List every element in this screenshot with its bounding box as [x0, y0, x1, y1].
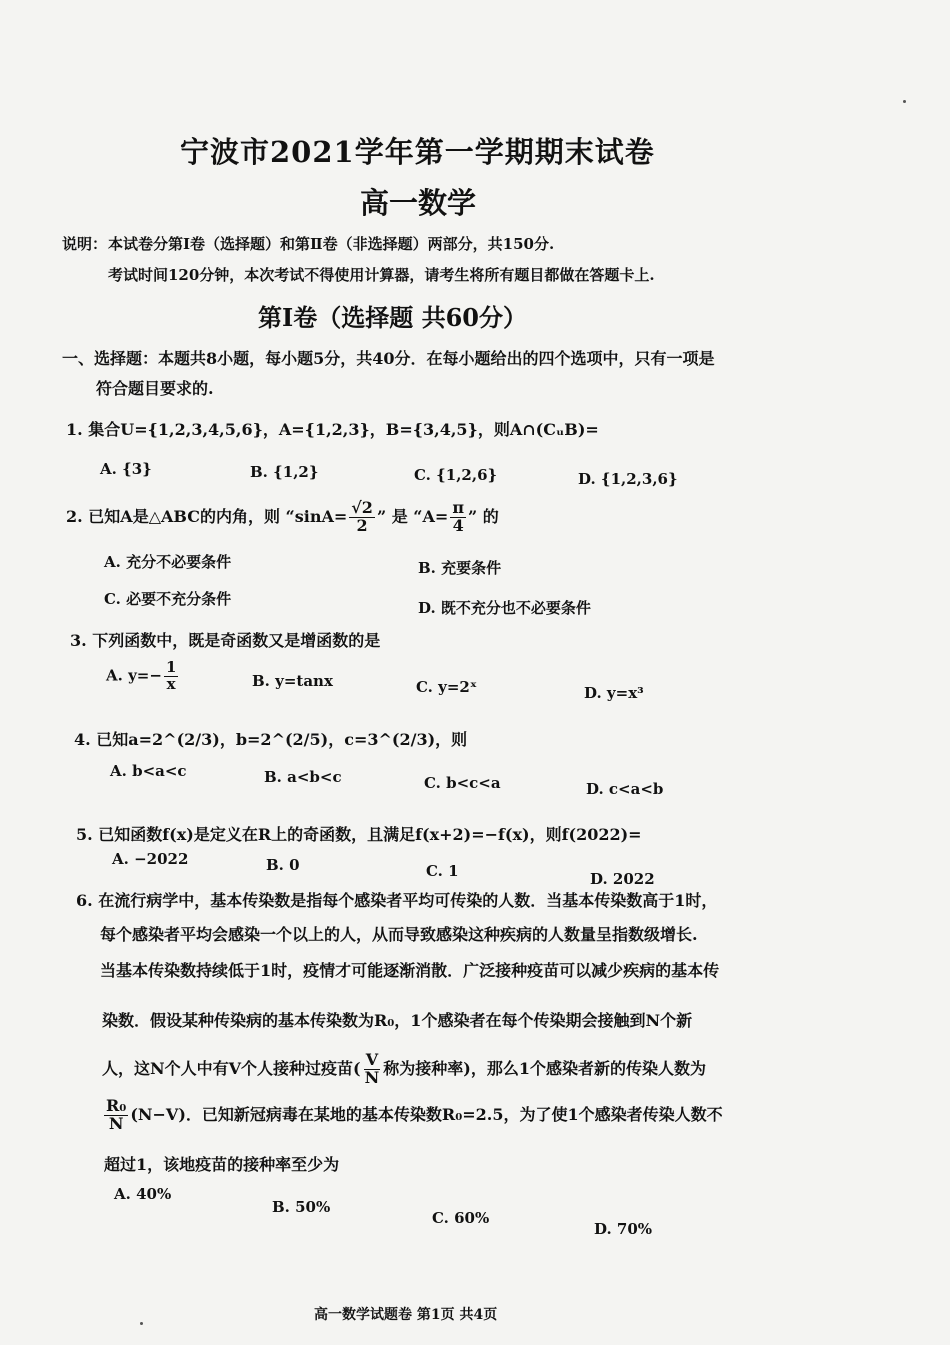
- q4-option-b: B. a<b<c: [264, 768, 342, 786]
- scan-speck: [903, 100, 906, 103]
- q6-option-b: B. 50%: [272, 1198, 331, 1216]
- q2-fraction-2: [450, 500, 466, 535]
- q6-vaccination-rate-fraction: [363, 1052, 382, 1087]
- q1-stem: 1. 集合U={1,2,3,4,5,6}，A={1,2,3}，B={3,4,5}，则A∩(CᵤB)=: [66, 420, 599, 439]
- q2-option-c: C. 必要不充分条件: [104, 590, 232, 608]
- q3-option-a-num: 1: [165, 658, 177, 676]
- q3-option-c: C. y=2ˣ: [416, 678, 477, 696]
- q5-option-b: B. 0: [266, 856, 300, 874]
- q6-line-4: 染数．假设某种传染病的基本传染数为R₀，1个感染者在每个传染期会接触到N个新: [102, 1011, 693, 1030]
- page-footer: 高一数学试题卷 第1页 共4页: [314, 1307, 498, 1323]
- q3-option-a: [106, 660, 180, 693]
- q4-option-d: D. c<a<b: [586, 780, 664, 798]
- q2-stem-post: ” 的: [468, 506, 499, 526]
- q3-option-a-pre: A. y=−: [106, 666, 162, 685]
- note-line-2: 考试时间120分钟，本次考试不得使用计算器，请考生将所有题目都做在答题卡上.: [108, 266, 655, 284]
- q3-stem: 3. 下列函数中，既是奇函数又是增函数的是: [70, 631, 381, 650]
- exam-title: 宁波市2021学年第一学期期末试卷: [180, 135, 655, 169]
- q2-fraction-2-den: 4: [452, 515, 464, 535]
- q6-line-6-post: (N−V)．已知新冠病毒在某地的基本传染数R₀=2.5，为了使1个感染者传染人数不: [130, 1104, 723, 1124]
- q6-option-a: A. 40%: [114, 1185, 172, 1203]
- q4-option-a: A. b<a<c: [110, 762, 187, 780]
- q6-line-3: 当基本传染数持续低于1时，疫情才可能逐渐消散．广泛接种疫苗可以减少疾病的基本传: [100, 961, 720, 980]
- q6-option-c: C. 60%: [432, 1209, 490, 1227]
- q2-option-d: D. 既不充分也不必要条件: [418, 599, 591, 617]
- q6-line-2: 每个感染者平均会感染一个以上的人，从而导致感染这种疾病的人数量呈指数级增长.: [100, 925, 698, 944]
- section-instruction-1: 一、选择题：本题共8小题，每小题5分，共40分．在每小题给出的四个选项中，只有一项是: [62, 349, 715, 368]
- q2-fraction-1-den: 2: [356, 515, 368, 535]
- section-title: 第Ⅰ卷（选择题 共60分）: [258, 303, 527, 332]
- q1-option-c: C. {1,2,6}: [414, 466, 498, 484]
- q5-option-c: C. 1: [426, 862, 459, 880]
- q2-fraction-2-num: π: [452, 498, 465, 517]
- q2-stem: [66, 500, 499, 535]
- q2-fraction-1-num: √2: [351, 498, 373, 517]
- q2-option-a: A. 充分不必要条件: [104, 553, 232, 571]
- q6-vaccination-rate-num: V: [365, 1050, 379, 1069]
- q2-stem-mid: ” 是 “A=: [376, 506, 449, 526]
- q5-stem: 5. 已知函数f(x)是定义在R上的奇函数，且满足f(x+2)=−f(x)，则f(2022)=: [76, 825, 642, 844]
- q6-new-infections-den: N: [108, 1113, 124, 1133]
- section-instruction-2: 符合题目要求的.: [96, 379, 214, 398]
- q3-option-a-fraction: [164, 660, 178, 693]
- q4-option-c: C. b<c<a: [424, 774, 501, 792]
- q5-option-a: A. −2022: [112, 850, 189, 868]
- q6-line-1: 6. 在流行病学中，基本传染数是指每个感染者平均可传染的人数．当基本传染数高于1时，: [76, 891, 718, 910]
- q6-vaccination-rate-den: N: [364, 1067, 380, 1087]
- q1-option-d: D. {1,2,3,6}: [578, 470, 678, 488]
- q6-line-5: [102, 1052, 706, 1087]
- note-line-1: 本试卷分第Ⅰ卷（选择题）和第Ⅱ卷（非选择题）两部分，共150分.: [108, 235, 555, 253]
- q1-option-b: B. {1,2}: [250, 463, 319, 481]
- q6-new-infections-fraction: [104, 1098, 128, 1133]
- q2-stem-pre: 2. 已知A是△ABC的内角，则 “sinA=: [66, 506, 348, 526]
- q5-option-d: D. 2022: [590, 870, 655, 888]
- q3-option-b: B. y=tanx: [252, 672, 333, 690]
- q2-fraction-1: [349, 500, 375, 535]
- note-label: 说明：: [62, 235, 108, 253]
- q3-option-a-den: x: [166, 674, 176, 693]
- q4-stem: 4. 已知a=2^(2/3)，b=2^(2/5)，c=3^(2/3)，则: [74, 730, 468, 749]
- scan-speck: [140, 1322, 143, 1325]
- q6-new-infections-num: R₀: [106, 1096, 127, 1115]
- q3-option-d: D. y=x³: [584, 684, 644, 702]
- q6-line-6: [102, 1098, 723, 1133]
- q6-line-5-pre: 人，这N个人中有V个人接种过疫苗(: [102, 1058, 361, 1078]
- subject-title: 高一数学: [360, 186, 477, 220]
- q6-line-5-post: 称为接种率)，那么1个感染者新的传染人数为: [383, 1058, 706, 1078]
- q6-option-d: D. 70%: [594, 1220, 653, 1238]
- q1-option-a: A. {3}: [100, 460, 152, 478]
- q2-option-b: B. 充要条件: [418, 559, 502, 577]
- q6-line-7: 超过1，该地疫苗的接种率至少为: [104, 1155, 340, 1174]
